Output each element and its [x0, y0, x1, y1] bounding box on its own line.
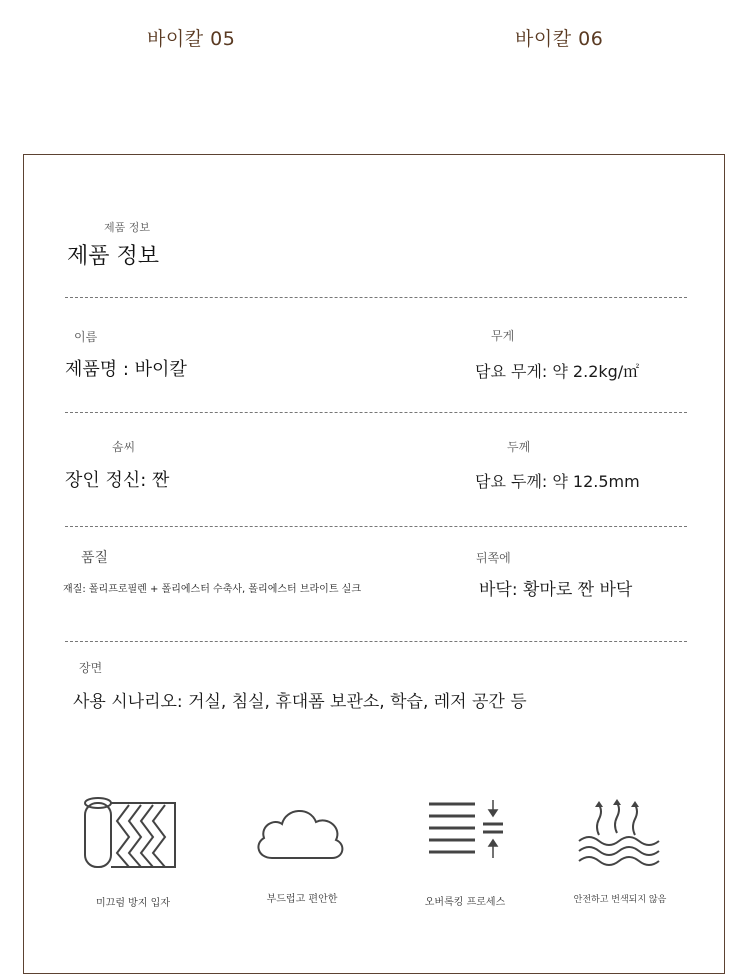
- feature-caption: 오버록킹 프로세스: [424, 897, 506, 908]
- feature-caption: 부드럽고 편안한: [266, 894, 338, 905]
- divider: [65, 526, 687, 527]
- material-value: 재질: 폴리프로필렌 + 폴리에스터 수축사, 폴리에스터 브라이트 실크: [63, 584, 361, 595]
- section-small-title: 제품 정보: [104, 221, 151, 234]
- feature-caption: 미끄럼 방지 입자: [96, 898, 170, 909]
- divider: [65, 297, 687, 298]
- waves-steam-icon: [577, 799, 661, 867]
- weight-value: 담요 무게: 약 2.2kg/㎡: [475, 362, 640, 381]
- thickness-value: 담요 두께: 약 12.5mm: [475, 472, 640, 491]
- weight-label: 무게: [491, 329, 515, 343]
- thickness-label: 두께: [507, 440, 531, 454]
- rolled-rug-icon: [79, 795, 185, 873]
- divider: [65, 641, 687, 642]
- cloud-icon: [252, 800, 348, 866]
- back-value: 바닥: 황마로 짠 바닥: [479, 580, 633, 600]
- variant-label-06: 바이칼 06: [515, 28, 604, 50]
- back-label: 뒤쪽에: [476, 551, 511, 565]
- name-label: 이름: [74, 330, 98, 344]
- layers-thickness-icon: [427, 798, 507, 864]
- material-label: 품질: [81, 550, 109, 566]
- scene-label: 장면: [79, 661, 103, 675]
- section-title: 제품 정보: [67, 244, 160, 269]
- scene-value: 사용 시나리오: 거실, 침실, 휴대폼 보관소, 학습, 레저 공간 등: [73, 692, 527, 712]
- craft-value: 장인 정신: 짠: [65, 470, 170, 491]
- feature-caption: 안전하고 번색되지 않음: [573, 895, 667, 905]
- craft-label: 솜씨: [112, 440, 136, 454]
- divider: [65, 412, 687, 413]
- product-info-card: [23, 154, 725, 974]
- name-value: 제품명 : 바이칼: [65, 359, 187, 380]
- variant-label-05: 바이칼 05: [147, 28, 236, 50]
